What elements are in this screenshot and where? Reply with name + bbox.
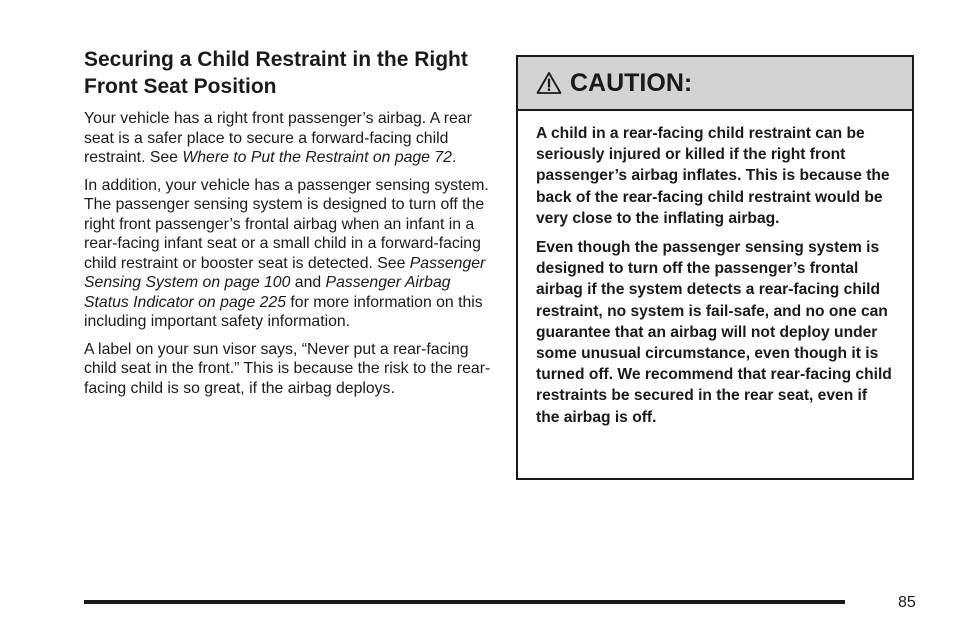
cross-reference-where-to-put-restraint: Where to Put the Restraint on page 72 bbox=[182, 149, 452, 166]
warning-triangle-icon bbox=[536, 71, 562, 95]
paragraph-1 bbox=[84, 109, 494, 168]
page-number: 85 bbox=[898, 594, 916, 611]
caution-paragraph-1: A child in a rear-facing child restraint can be seriously injured or killed if the right front passenger’s airbag inflates. This is because the back of the rear-facing child restraint would be very close to the inflating airbag. bbox=[536, 125, 890, 227]
footer-rule bbox=[84, 600, 845, 604]
caution-box bbox=[516, 55, 914, 480]
paragraph-3 bbox=[84, 340, 494, 399]
paragraph-2-text-c: for more information on this including important safety information. bbox=[84, 293, 483, 330]
section-title: Securing a Child Restraint in the Right Front Seat Position bbox=[84, 48, 468, 98]
left-column bbox=[84, 46, 494, 406]
paragraph-1-text-a: Your vehicle has a right front passenger’s airbag. A rear seat is a safer place to secure a forward-facing child restraint. See bbox=[84, 110, 472, 166]
paragraph-3-text: A label on your sun visor says, “Never put a rear-facing child seat in the front.” This is because the risk to the rear-facing child is so great, if the airbag deploys. bbox=[84, 340, 491, 397]
paragraph-2-text-a: In addition, your vehicle has a passenger sensing system. The passenger sensing system is designed to turn off the right front passenger’s frontal airbag when an infant in a rear-facing infant seat or a small child in a forward-facing child restraint or booster seat is detected. See bbox=[84, 176, 489, 272]
caution-paragraph-2: Even though the passenger sensing system is designed to turn off the passenger’s frontal airbag if the system detects a rear-facing child restraint, no system is fail-safe, and no one can guarantee that an airbag will not deploy under some unusual circumstance, even though it is turned off. We recommend that rear-facing child restraints be secured in the rear seat, even if the airbag is off. bbox=[536, 239, 892, 426]
caution-header bbox=[518, 57, 912, 111]
cross-reference-passenger-airbag-status-indicator: Passenger Airbag Status Indicator on page 225 bbox=[84, 274, 451, 311]
paragraph-2-text-b: and bbox=[290, 274, 326, 291]
caution-body bbox=[518, 111, 912, 428]
cross-reference-passenger-sensing-system: Passenger Sensing System on page 100 bbox=[84, 254, 486, 291]
caution-title: CAUTION: bbox=[570, 68, 693, 97]
paragraph-2 bbox=[84, 176, 494, 332]
paragraph-1-text-b: . bbox=[451, 149, 457, 166]
